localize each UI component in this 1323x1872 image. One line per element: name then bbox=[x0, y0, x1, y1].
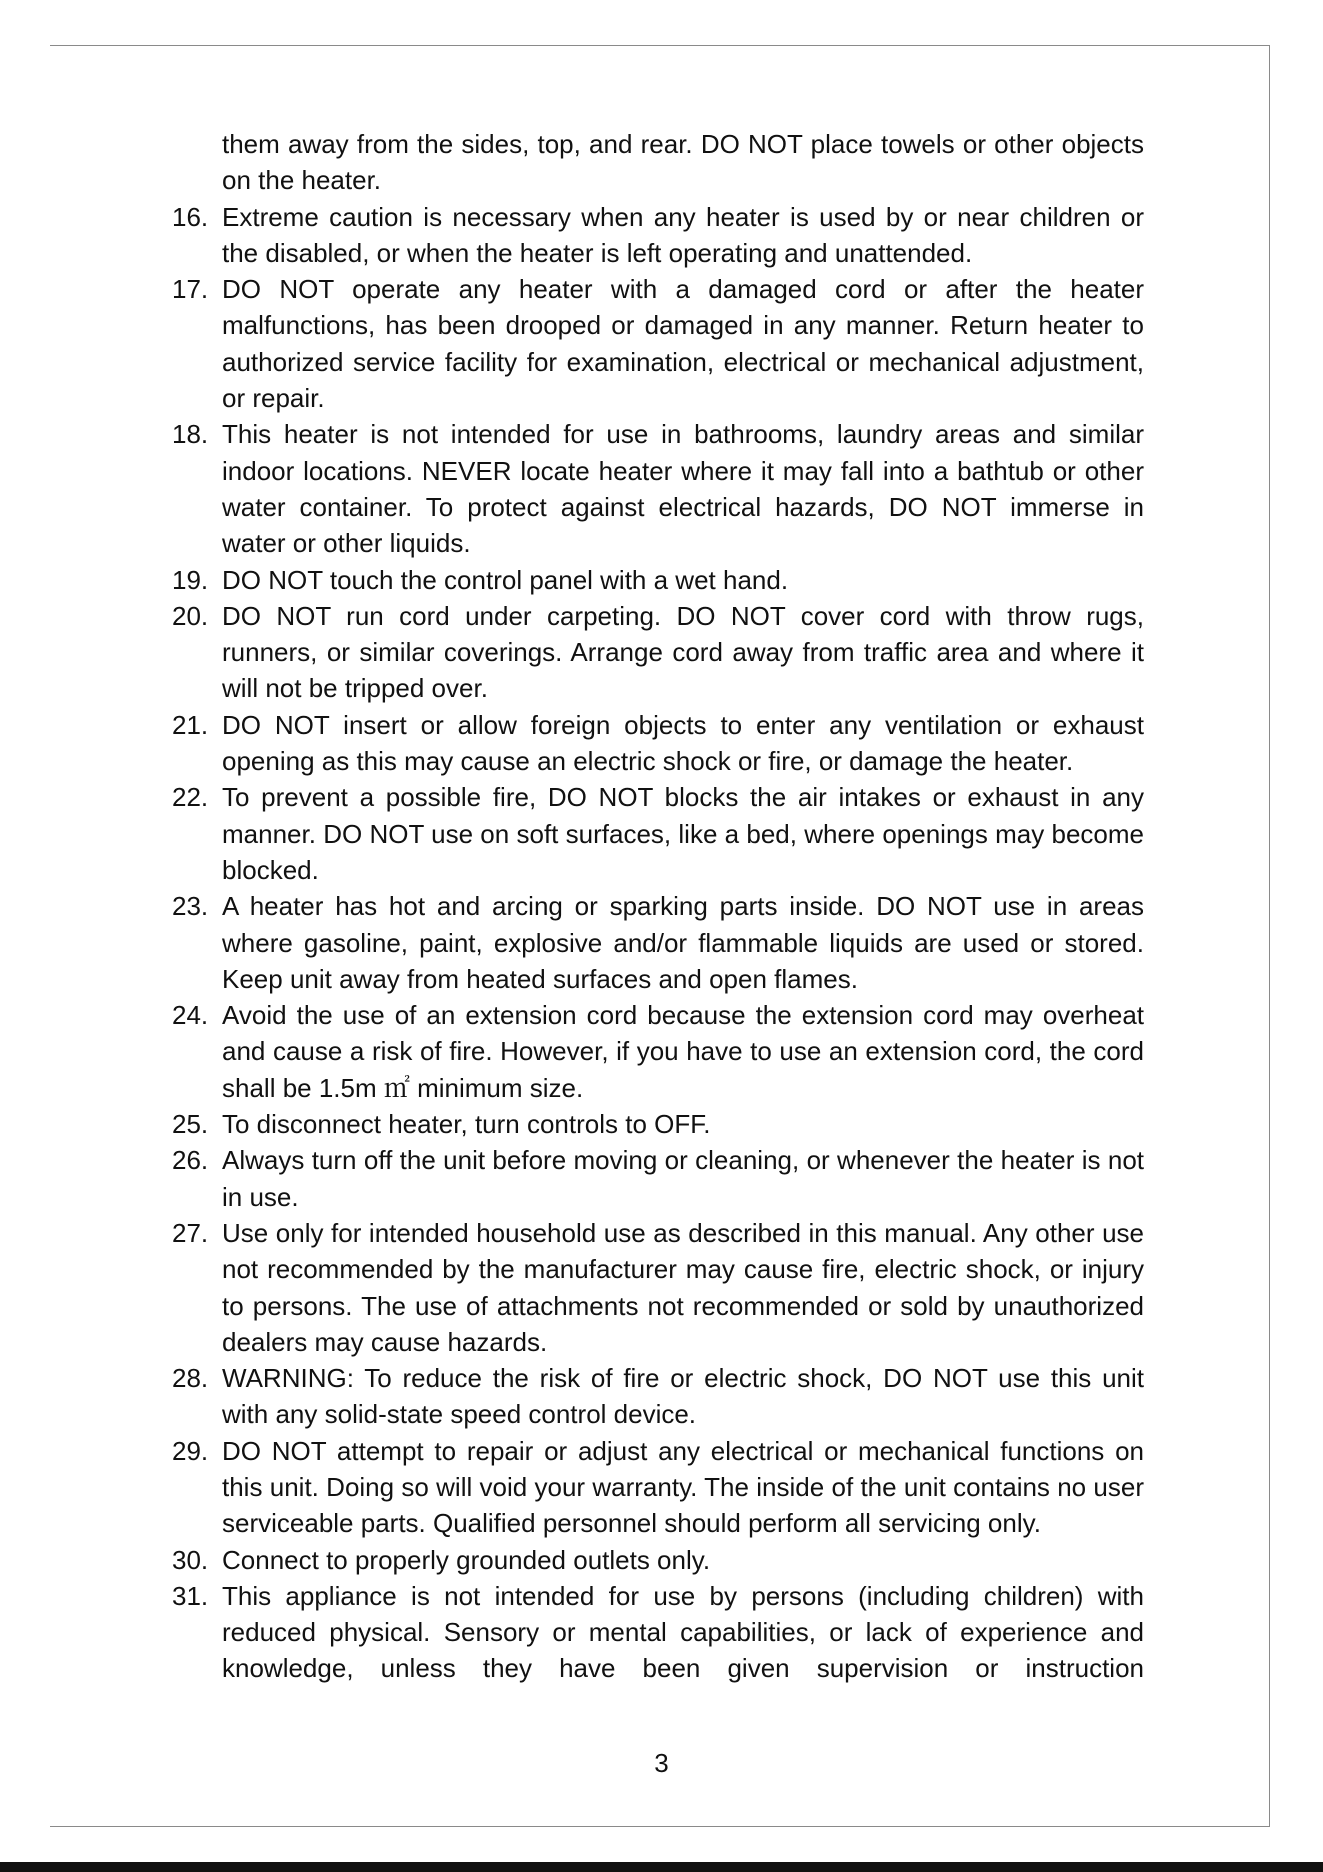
item-text: This heater is not intended for use in bathrooms, laundry areas and similar indoor locations. NEVER locate heater where it may fall into a bathtub or other water container. To protect against electrical hazards, DO NOT immerse in water or other liquids. bbox=[222, 419, 1144, 559]
list-item bbox=[172, 598, 1144, 707]
list-item bbox=[172, 997, 1144, 1106]
item-text: Connect to properly grounded outlets only. bbox=[222, 1544, 711, 1575]
item-number: 29. bbox=[172, 1435, 209, 1466]
item-text: WARNING: To reduce the risk of fire or electric shock, DO NOT use this unit with any solid-state speed control device. bbox=[222, 1363, 1144, 1430]
item-text: This appliance is not intended for use by persons (including children) with reduced physical. Sensory or mental capabilities, or lack of experience and knowledge, unless they have been given supervision or instruction bbox=[222, 1580, 1144, 1684]
item-number: 17. bbox=[172, 274, 209, 305]
item-text: DO NOT touch the control panel with a wet hand. bbox=[222, 564, 789, 595]
list-item bbox=[172, 1142, 1144, 1215]
item-text: Use only for intended household use as described in this manual. Any other use not recommended by the manufacturer may cause fire, electric shock, or injury to persons. The use of attachments not recommended or sold by unauthorized dealers may cause hazards. bbox=[222, 1217, 1144, 1357]
item-text: To disconnect heater, turn controls to OFF. bbox=[222, 1109, 711, 1140]
list-item bbox=[172, 779, 1144, 888]
list-item bbox=[172, 1106, 1144, 1142]
bottom-edge-bar bbox=[0, 1862, 1323, 1872]
list-item bbox=[172, 888, 1144, 997]
list-item bbox=[172, 416, 1144, 561]
item-number: 28. bbox=[172, 1363, 209, 1394]
item-number: 24. bbox=[172, 1000, 209, 1031]
item-number: 20. bbox=[172, 600, 209, 631]
item-text: Extreme caution is necessary when any heater is used by or near children or the disabled, or when the heater is left operating and unattended. bbox=[222, 201, 1144, 268]
item-number: 22. bbox=[172, 782, 209, 813]
list-item bbox=[172, 1542, 1144, 1578]
list-item bbox=[172, 1578, 1144, 1687]
item-text: DO NOT operate any heater with a damaged cord or after the heater malfunctions, has been drooped or damaged in any manner. Return heater to authorized service facility for examination, electrical or mechanical adjustment, or repair. bbox=[222, 274, 1144, 414]
item-text: A heater has hot and arcing or sparking parts inside. DO NOT use in areas where gasoline, paint, explosive and/or flammable liquids are used or stored. Keep unit away from heated surfaces and open flames. bbox=[222, 891, 1144, 994]
list-item bbox=[172, 1360, 1144, 1433]
item-text: DO NOT insert or allow foreign objects to enter any ventilation or exhaust opening as this may cause an electric shock or fire, or damage the heater. bbox=[222, 709, 1144, 777]
item-number: 21. bbox=[172, 709, 209, 740]
item-number: 16. bbox=[172, 201, 209, 232]
list-item bbox=[172, 1433, 1144, 1542]
item-number: 27. bbox=[172, 1217, 209, 1248]
item-text: DO NOT run cord under carpeting. DO NOT cover cord with throw rugs, runners, or similar coverings. Arrange cord away from traffic area and where it will not be tripped over. bbox=[222, 600, 1144, 704]
item-number: 26. bbox=[172, 1145, 209, 1176]
continuation-paragraph: them away from the sides, top, and rear. DO NOT place towels or other objects on the heater. bbox=[222, 129, 1144, 196]
item-text: To prevent a possible fire, DO NOT blocks the air intakes or exhaust in any manner. DO NOT use on soft surfaces, like a bed, where openings may become blocked. bbox=[222, 782, 1144, 885]
item-text: Avoid the use of an extension cord because the extension cord may overheat and cause a risk of fire. However, if you have to use an extension cord, the cord shall be 1.5m ㎡ minimum size. bbox=[222, 1000, 1144, 1103]
item-number: 25. bbox=[172, 1109, 209, 1140]
item-number: 23. bbox=[172, 891, 209, 922]
item-text: DO NOT attempt to repair or adjust any electrical or mechanical functions on this unit. Doing so will void your warranty. The inside of the unit contains no user serviceable parts. Qualified personnel should perform all servicing only. bbox=[222, 1435, 1144, 1539]
list-item bbox=[172, 1215, 1144, 1360]
list-item bbox=[172, 562, 1144, 598]
list-item bbox=[172, 707, 1144, 780]
item-number: 30. bbox=[172, 1544, 209, 1575]
list-item bbox=[172, 271, 1144, 416]
instructions-list bbox=[172, 126, 1144, 1687]
list-item bbox=[172, 199, 1144, 272]
item-number: 19. bbox=[172, 564, 209, 595]
item-text: Always turn off the unit before moving or cleaning, or whenever the heater is not in use. bbox=[222, 1145, 1144, 1212]
item-number: 18. bbox=[172, 419, 209, 450]
item-number: 31. bbox=[172, 1580, 209, 1611]
page-number: 3 bbox=[654, 1748, 669, 1778]
